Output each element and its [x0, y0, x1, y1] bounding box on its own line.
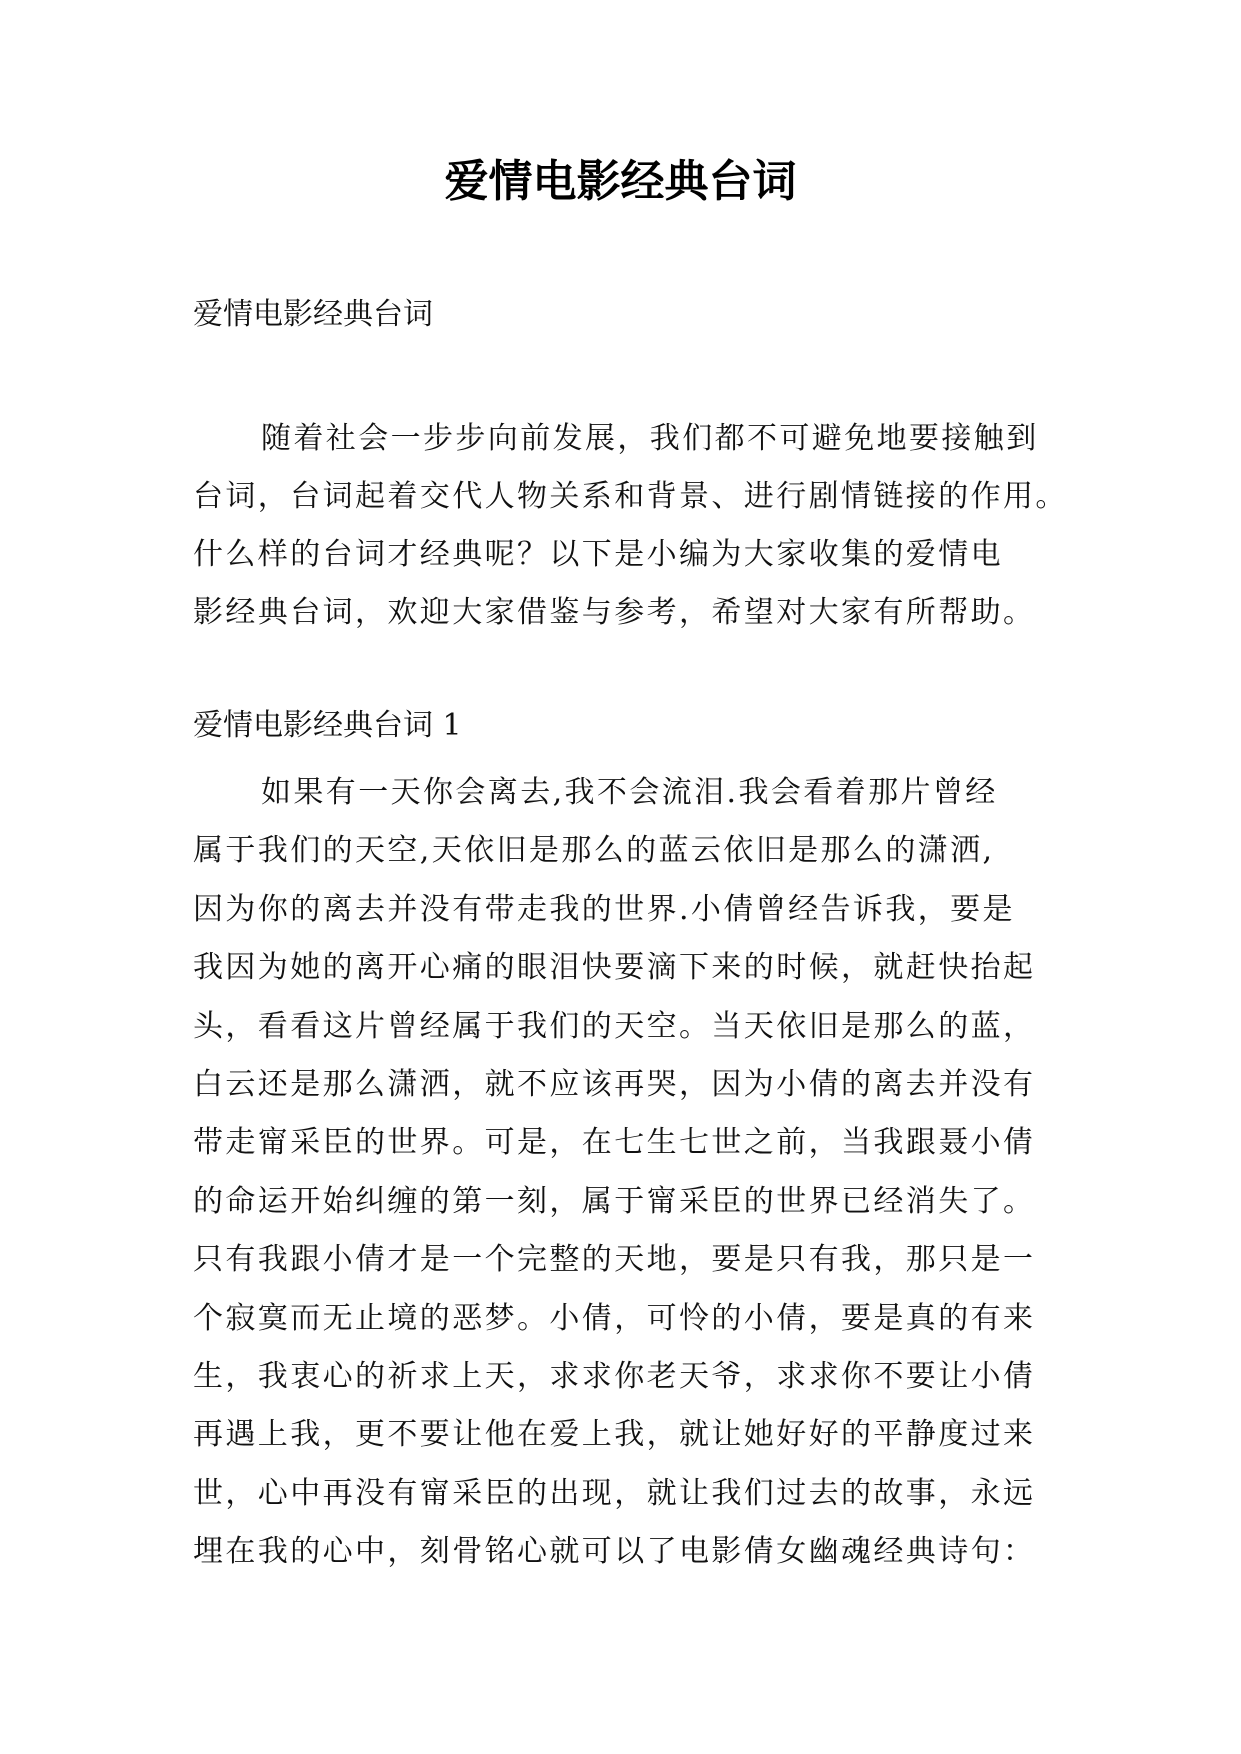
- subheading-top: 爱情电影经典台词: [193, 297, 433, 332]
- paragraph-line: 头，看看这片曾经属于我们的天空。当天依旧是那么的蓝，: [193, 1008, 1036, 1044]
- paragraph-line: 再遇上我，更不要让他在爱上我，就让她好好的平静度过来: [193, 1417, 1036, 1453]
- paragraph-line: 世，心中再没有甯采臣的出现，就让我们过去的故事，永远: [193, 1475, 1036, 1511]
- paragraph-line: 个寂寞而无止境的恶梦。小倩，可怜的小倩，要是真的有来: [193, 1300, 1036, 1336]
- paragraph-line: 随着社会一步步向前发展，我们都不可避免地要接触到: [261, 421, 1039, 456]
- paragraph-line: 白云还是那么潇洒，就不应该再哭，因为小倩的离去并没有: [193, 1066, 1036, 1102]
- paragraph-line: 埋在我的心中，刻骨铭心就可以了电影倩女幽魂经典诗句：: [193, 1534, 1036, 1570]
- paragraph-line: 只有我跟小倩才是一个完整的天地，要是只有我，那只是一: [193, 1242, 1036, 1278]
- document-title: 爱情电影经典台词: [444, 156, 797, 207]
- paragraph-line: 台词，台词起着交代人物关系和背景、进行剧情链接的作用。: [193, 479, 1068, 514]
- intro-paragraph: [193, 410, 1068, 642]
- paragraph-line: 什么样的台词才经典呢？以下是小编为大家收集的爱情电: [193, 537, 1003, 572]
- paragraph-line: 的命运开始纠缠的第一刻，属于甯采臣的世界已经消失了。: [193, 1183, 1036, 1219]
- section-1-heading: 爱情电影经典台词 1: [193, 708, 462, 743]
- paragraph-line: 如果有一天你会离去,我不会流泪.我会看着那片曾经: [261, 775, 998, 810]
- paragraph-line: 生，我衷心的祈求上天，求求你老天爷，求求你不要让小倩: [193, 1358, 1036, 1394]
- section-1-paragraph: [193, 764, 1063, 1581]
- paragraph-line: 属于我们的天空,天依旧是那么的蓝云依旧是那么的潇洒,: [193, 833, 995, 869]
- paragraph-line: 带走甯采臣的世界。可是，在七生七世之前，当我跟聂小倩: [193, 1125, 1036, 1161]
- paragraph-line: 影经典台词，欢迎大家借鉴与参考，希望对大家有所帮助。: [193, 595, 1036, 630]
- paragraph-line: 因为你的离去并没有带走我的世界.小倩曾经告诉我，要是: [193, 891, 1015, 927]
- paragraph-line: 我因为她的离开心痛的眼泪快要滴下来的时候，就赶快抬起: [193, 950, 1036, 986]
